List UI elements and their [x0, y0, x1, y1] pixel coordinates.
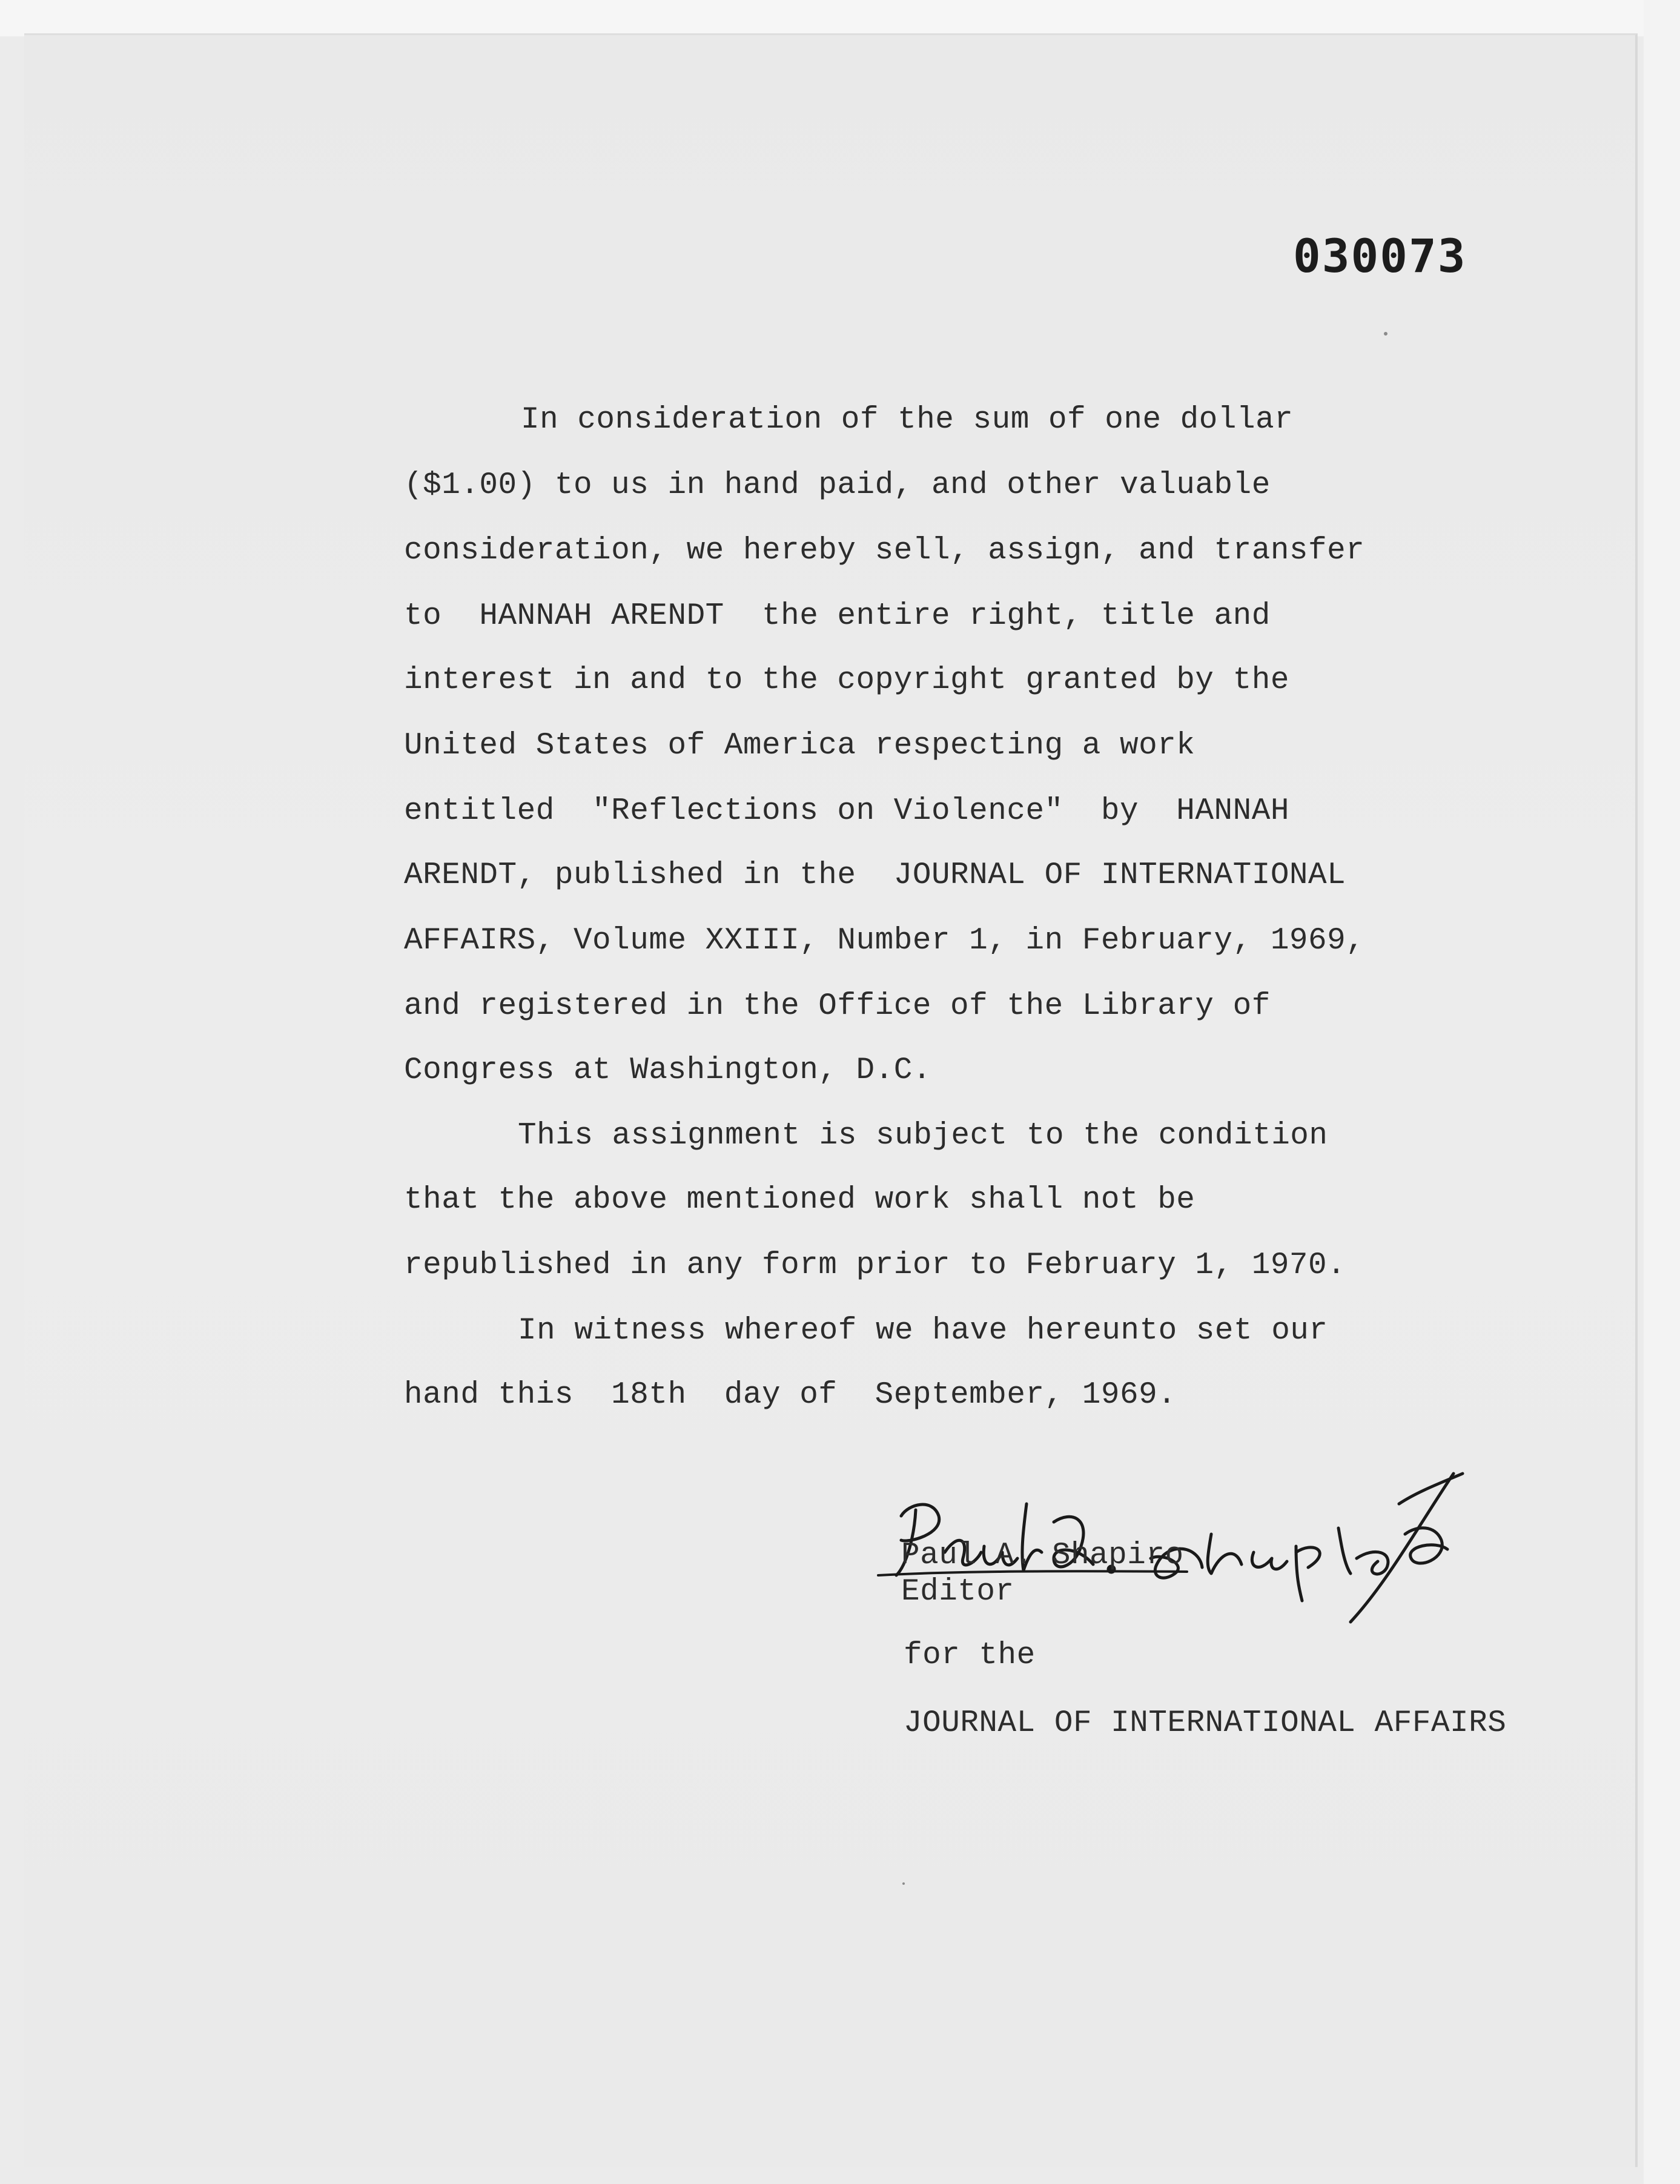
- text-line: entitled "Reflections on Violence" by HANNAH: [404, 794, 1289, 829]
- scan-speck: [1384, 332, 1387, 336]
- scan-border-right: [1644, 0, 1680, 2184]
- signer-name: Paul A. Shapiro: [901, 1538, 1184, 1573]
- text-line: republished in any form prior to February 1, 1970.: [404, 1248, 1346, 1283]
- document-number-stamp: 030073: [1293, 229, 1467, 283]
- scan-speck: [902, 1882, 905, 1885]
- text-line: In witness whereof we have hereunto set our: [518, 1314, 1328, 1348]
- organization-name: JOURNAL OF INTERNATIONAL AFFAIRS: [904, 1706, 1507, 1741]
- text-line: United States of America respecting a work: [404, 729, 1196, 763]
- text-line: hand this 18th day of September, 1969.: [404, 1378, 1177, 1412]
- text-line: ($1.00) to us in hand paid, and other valuable: [404, 468, 1271, 503]
- signer-title: Editor: [901, 1575, 1014, 1609]
- text-line: consideration, we hereby sell, assign, and transfer: [404, 534, 1365, 568]
- text-line: ARENDT, published in the JOURNAL OF INTERNATIONAL: [404, 858, 1346, 893]
- text-line: interest in and to the copyright granted by the: [404, 663, 1289, 698]
- text-line: In consideration of the sum of one dollar: [521, 403, 1294, 437]
- text-line: Congress at Washington, D.C.: [404, 1053, 931, 1088]
- text-line: AFFAIRS, Volume XXIII, Number 1, in February, 1969,: [404, 924, 1365, 958]
- text-line: and registered in the Office of the Library of: [404, 989, 1271, 1024]
- for-the-label: for the: [904, 1638, 1036, 1673]
- scan-border-top: [0, 0, 1680, 36]
- document-sheet: [24, 33, 1638, 2167]
- text-line: to HANNAH ARENDT the entire right, title and: [404, 599, 1271, 634]
- text-line: that the above mentioned work shall not be: [404, 1183, 1196, 1217]
- text-line: This assignment is subject to the condition: [518, 1119, 1328, 1153]
